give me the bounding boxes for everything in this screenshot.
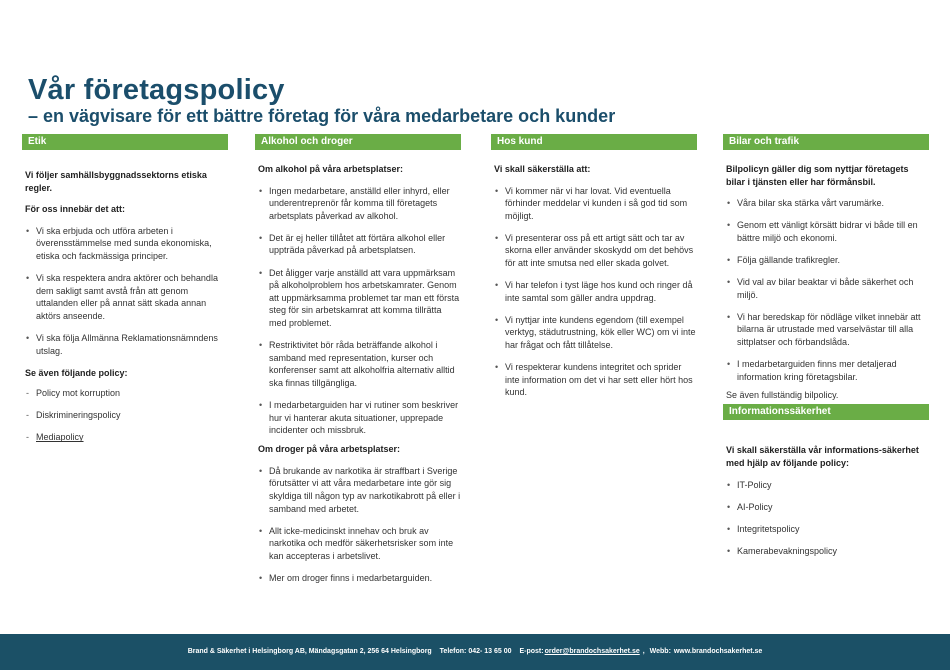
policy-link-kamera[interactable]: • Kamerabevakningspolicy xyxy=(726,545,929,558)
bilar-points xyxy=(726,197,929,383)
etik-header: Etik xyxy=(22,134,228,150)
bilar-column xyxy=(723,134,929,567)
etik-see-also-heading: Se även följande policy: xyxy=(25,367,128,378)
etik-policies xyxy=(25,387,228,444)
list-item: • I medarbetarguiden finns mer detaljerad information kring företagsbilar. xyxy=(726,358,929,383)
policy-link-it[interactable]: • IT-Policy xyxy=(726,479,929,492)
footer-web-link[interactable]: www.brandochsakerhet.se xyxy=(673,648,763,655)
etik-intro: Vi följer samhällsbyggnadssektorns etiska regler. xyxy=(25,170,207,193)
list-item: • Vi ska respektera andra aktörer och behandla dem sakligt samt avstå från att genom uttalanden eller på annat sätt skada annan aktörs anseende. xyxy=(25,272,228,322)
kund-column xyxy=(491,134,697,408)
mediapolicy-link[interactable]: Mediapolicy xyxy=(36,432,84,443)
policy-link-diskriminering[interactable]: - Diskrimineringspolicy xyxy=(25,409,228,422)
list-item: • Allt icke-medicinskt innehav och bruk av narkotika och medför säkerhetsrisker som inte kan accepteras i arbetslivet. xyxy=(258,525,461,563)
alkohol-column xyxy=(255,134,461,594)
list-item: • Våra bilar ska stärka vårt varumärke. xyxy=(726,197,929,210)
bilar-header: Bilar och trafik xyxy=(723,134,929,150)
info-intro: Vi skall säkerställa vår informations-säkerhet med hjälp av följande policy: xyxy=(726,445,919,468)
footer-company: Brand & Säkerhet i Helsingborg AB, Mändagsgatan 2, 256 64 Helsingborg xyxy=(187,648,432,655)
list-item: • Vi har beredskap för nödläge vilket innebär att bilarna är utrustade med varselvästar till alla sittplatser och förbandslåda. xyxy=(726,311,929,349)
footer xyxy=(0,634,950,670)
footer-email-label: E-post: xyxy=(519,648,544,655)
policy-link-ai[interactable]: • AI-Policy xyxy=(726,501,929,514)
footer-phone: Telefon: 042- 13 65 00 xyxy=(439,648,512,655)
etik-means-heading: För oss innebär det att: xyxy=(25,204,126,215)
kund-points xyxy=(494,185,697,399)
list-item: • Vid val av bilar beaktar vi både säkerhet och miljö. xyxy=(726,276,929,301)
list-item: • Det åligger varje anställd att vara uppmärksam på alkoholproblem hos arbetskamrater. Genom att uppmärksamma problemet tar man ett första steg för sin arbetskamrat att komma tillrätta med problemet. xyxy=(258,267,461,330)
footer-sep: , xyxy=(642,648,645,655)
etik-points xyxy=(25,225,228,357)
list-item: • Ingen medarbetare, anställd eller inhyrd, eller underentreprenör får komma till företagets arbetsplats påverkad av alkohol. xyxy=(258,185,461,223)
drug-heading: Om droger på våra arbetsplatser: xyxy=(258,444,401,455)
policy-link-korruption[interactable]: - Policy mot korruption xyxy=(25,387,228,400)
kund-intro: Vi skall säkerställa att: xyxy=(494,164,591,174)
footer-email-link[interactable]: order@brandochsakerhet.se xyxy=(544,648,640,655)
list-item: • Vi ska erbjuda och utföra arbeten i överensstämmelse med sunda ekonomiska, etiska och fackmässiga principer. xyxy=(25,225,228,263)
footer-web-label: Webb: xyxy=(649,648,671,655)
list-item: • Det är ej heller tillåtet att förtära alkohol eller uppträda påverkad på arbetsplatsen. xyxy=(258,232,461,257)
list-item: • Vi nyttjar inte kundens egendom (till exempel verktyg, städutrustning, kök eller WC) om vi inte har frågat och fått tillåtelse. xyxy=(494,314,697,352)
policy-link-media[interactable] xyxy=(25,431,228,444)
list-item: • Genom ett vänligt körsätt bidrar vi både till en bättre miljö och ekonomi. xyxy=(726,219,929,244)
info-header: Informationssäkerhet xyxy=(723,404,929,420)
alcohol-points xyxy=(258,185,461,437)
etik-column xyxy=(22,134,228,454)
list-item: • Vi kommer när vi har lovat. Vid eventuella förhinder meddelar vi kunden i så god tid som möjligt. xyxy=(494,185,697,223)
list-item: • Vi presenterar oss på ett artigt sätt och tar av skorna eller använder skoskydd om det behövs för att inte smutsa ned eller skada golvet. xyxy=(494,232,697,270)
list-item: • Vi respekterar kundens integritet och sprider inte information om det vi har sett eller hört hos kund. xyxy=(494,361,697,399)
list-item: • Restriktivitet bör råda beträffande alkohol i samband med representation, kurser och konferenser samt att alkoholfria alternativ alltid ska finnas tillgängliga. xyxy=(258,339,461,389)
list-item: • Vi har telefon i tyst läge hos kund och ringer då inte samtal som gäller andra uppdrag. xyxy=(494,279,697,304)
list-item: • I medarbetarguiden har vi rutiner som beskriver hur vi hanterar akuta situationer, upprepade incidenter och missbruk. xyxy=(258,399,461,437)
list-item: • Då brukande av narkotika är straffbart i Sverige förutsätter vi att våra medarbetare inte gör sig skyldiga till någon typ av narkotikabrott på eller i samband med arbetet. xyxy=(258,465,461,515)
list-item: • Mer om droger finns i medarbetarguiden. xyxy=(258,572,461,585)
page-title: Vår företagspolicy xyxy=(28,74,285,106)
page-subtitle: – en vägvisare för ett bättre företag för våra medarbetare och kunder xyxy=(28,106,616,126)
bilar-intro: Bilpolicyn gäller dig som nyttjar företagets bilar i tjänsten eller har förmånsbil. xyxy=(726,164,909,187)
alkohol-header: Alkohol och droger xyxy=(255,134,461,150)
kund-header: Hos kund xyxy=(491,134,697,150)
list-item: • Följa gällande trafikregler. xyxy=(726,254,929,267)
alcohol-heading: Om alkohol på våra arbetsplatser: xyxy=(258,164,404,174)
bilpolicy-link[interactable]: Se även fullständig bilpolicy. xyxy=(726,389,839,400)
list-item: • Vi ska följa Allmänna Reklamationsnämndens utslag. xyxy=(25,332,228,357)
drug-points xyxy=(258,465,461,585)
policy-link-integritet[interactable]: • Integritetspolicy xyxy=(726,523,929,536)
info-policies xyxy=(726,479,929,558)
